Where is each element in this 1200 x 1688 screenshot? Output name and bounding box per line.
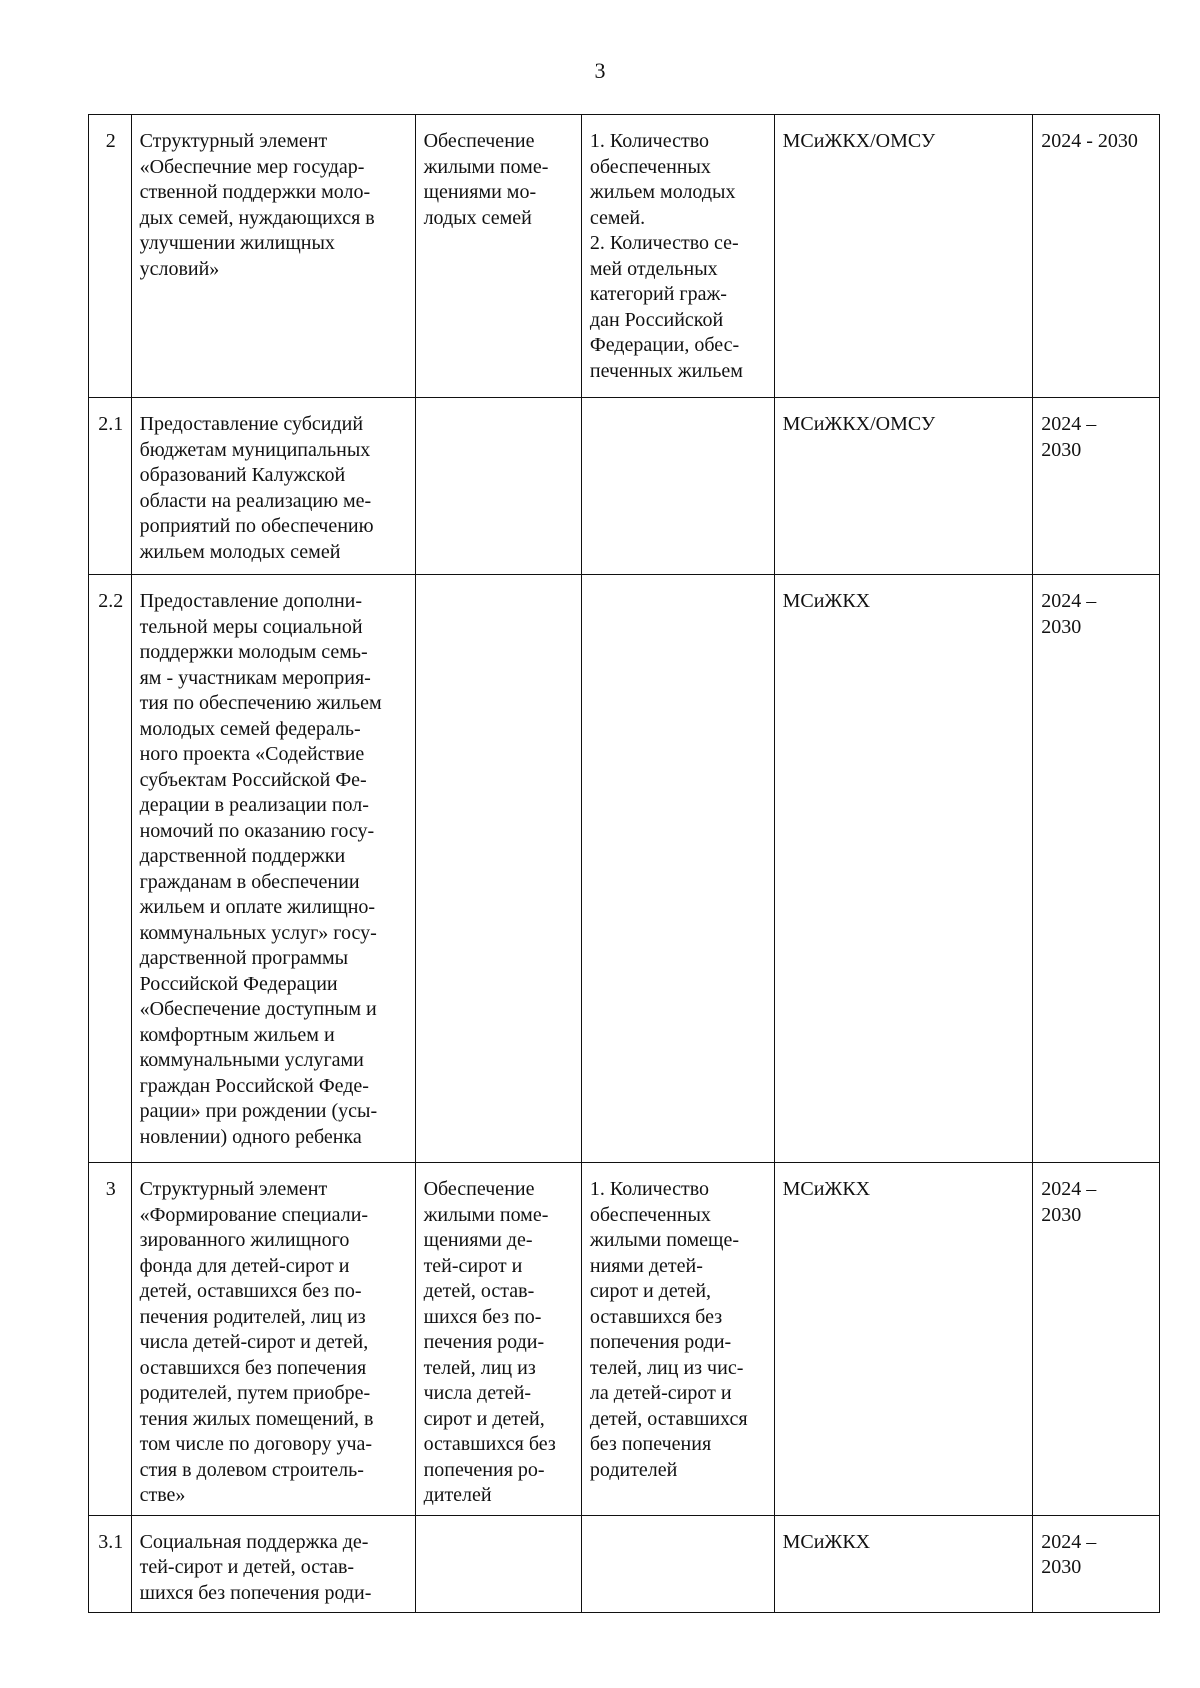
row-number: 2.1 bbox=[89, 398, 132, 575]
task-cell bbox=[415, 398, 581, 575]
row-number: 3 bbox=[89, 1163, 132, 1516]
measure-name: Социальная поддержка де- тей-сирот и детей, остав- шихся без попечения роди- bbox=[131, 1515, 415, 1613]
period-cell: 2024 – 2030 bbox=[1033, 575, 1160, 1163]
period-cell: 2024 - 2030 bbox=[1033, 115, 1160, 398]
executor-cell: МСиЖКХ/ОМСУ bbox=[774, 115, 1033, 398]
table-row bbox=[89, 575, 1160, 1163]
period-cell: 2024 – 2030 bbox=[1033, 1515, 1160, 1613]
executor-cell: МСиЖКХ bbox=[774, 575, 1033, 1163]
indicator-cell: 1. Количество обеспеченных жильем молодых семей. 2. Количество се- мей отдельных категорий граж- дан Российской Федерации, обес- печенных жильем bbox=[581, 115, 774, 398]
row-number: 2.2 bbox=[89, 575, 132, 1163]
task-cell: Обеспечение жилыми поме- щениями мо- лодых семей bbox=[415, 115, 581, 398]
indicator-cell: 1. Количество обеспеченных жилыми помеще- ниями детей- сирот и детей, оставшихся без попечения роди- телей, лиц из чис- ла детей-сирот и детей, оставшихся без попечения родителей bbox=[581, 1163, 774, 1516]
measure-name: Предоставление дополни- тельной меры социальной поддержки молодым семь- ям - участникам мероприя- тия по обеспечению жильем молодых семей федераль- ного проекта «Содействие субъектам Российской Фе- дерации в реализации пол- номочий по оказанию госу- дарственной поддержки гражданам в обеспечении жильем и оплате жилищно- коммунальных услуг» госу- дарственной программы Российской Федерации «Обеспечение доступным и комфортным жильем и коммунальными услугами граждан Российской Феде- рации» при рождении (усы- новлении) одного ребенка bbox=[131, 575, 415, 1163]
task-cell bbox=[415, 1515, 581, 1613]
table-row bbox=[89, 398, 1160, 575]
measure-name: Предоставление субсидий бюджетам муниципальных образований Калужской области на реализацию ме- роприятий по обеспечению жильем молодых семей bbox=[131, 398, 415, 575]
measure-name: Структурный элемент «Формирование специали- зированного жилищного фонда для детей-сирот и детей, оставшихся без по- печения родителей, лиц из числа детей-сирот и детей, оставшихся без попечения родителей, путем приобре- тения жилых помещений, в том числе по договору уча- стия в долевом строитель- стве» bbox=[131, 1163, 415, 1516]
task-cell bbox=[415, 575, 581, 1163]
row-number: 2 bbox=[89, 115, 132, 398]
measure-name: Структурный элемент «Обеспечние мер государ- ственной поддержки моло- дых семей, нуждающихся в улучшении жилищных условий» bbox=[131, 115, 415, 398]
period-cell: 2024 – 2030 bbox=[1033, 398, 1160, 575]
executor-cell: МСиЖКХ/ОМСУ bbox=[774, 398, 1033, 575]
indicator-cell bbox=[581, 575, 774, 1163]
task-cell: Обеспечение жилыми поме- щениями де- тей-сирот и детей, остав- шихся без по- печения роди- телей, лиц из числа детей- сирот и детей, оставшихся без попечения ро- дителей bbox=[415, 1163, 581, 1516]
indicator-cell bbox=[581, 398, 774, 575]
table-row bbox=[89, 115, 1160, 398]
period-cell: 2024 – 2030 bbox=[1033, 1163, 1160, 1516]
indicator-cell bbox=[581, 1515, 774, 1613]
executor-cell: МСиЖКХ bbox=[774, 1515, 1033, 1613]
executor-cell: МСиЖКХ bbox=[774, 1163, 1033, 1516]
table-row bbox=[89, 1515, 1160, 1613]
measures-table bbox=[88, 114, 1160, 1613]
row-number: 3.1 bbox=[89, 1515, 132, 1613]
table-row bbox=[89, 1163, 1160, 1516]
page-number: 3 bbox=[594, 58, 606, 83]
